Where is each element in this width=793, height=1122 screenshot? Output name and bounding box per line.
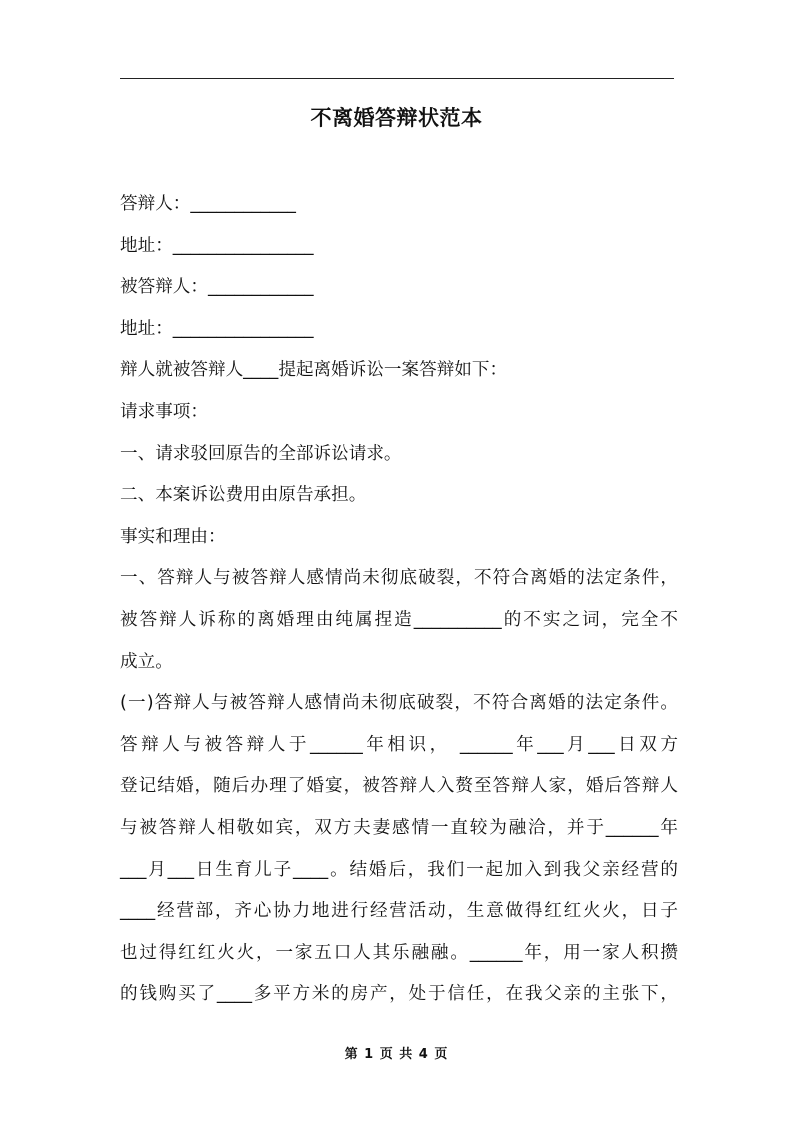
respondent-address-line: 地址：________________	[120, 235, 314, 256]
page-number: 第 1 页 共 4 页	[344, 1047, 449, 1062]
requests-heading: 请求事项：	[120, 401, 208, 422]
paragraph-line: 与被答辩人相敬如宾，双方夫妻感情一直较为融洽，并于______年	[120, 817, 678, 838]
document-title: 不离婚答辩状范本	[310, 106, 483, 130]
paragraph-line: 被答辩人诉称的离婚理由纯属捏造__________的不实之词，完全不	[120, 609, 678, 630]
paragraph-line: 也过得红红火火，一家五口人其乐融融。______年，用一家人积攒	[120, 942, 678, 963]
paragraph-line: 登记结婚，随后办理了婚宴，被答辩人入赘至答辩人家，婚后答辩人	[120, 776, 678, 797]
intro-line: 辩人就被答辩人____提起离婚诉讼一案答辩如下：	[120, 360, 508, 381]
facts-heading: 事实和理由：	[120, 526, 226, 547]
paragraph-line: ___月___日生育儿子____。结婚后，我们一起加入到我父亲经营的	[120, 859, 678, 880]
plaintiff-address-line: 地址：________________	[120, 318, 314, 339]
request-item-2: 二、本案诉讼费用由原告承担。	[120, 485, 367, 506]
respondent-line: 答辩人：____________	[120, 194, 296, 214]
plaintiff-line: 被答辩人：____________	[120, 277, 314, 298]
request-item-1: 一、请求驳回原告的全部诉讼请求。	[120, 443, 402, 464]
paragraph-line: 答辩人与被答辩人于______年相识， ______年___月___日双方	[120, 734, 678, 755]
document-body	[120, 184, 678, 1016]
paragraph-line: 的钱购买了____多平方米的房产，处于信任，在我父亲的主张下，	[120, 984, 678, 1005]
paragraph-line: (一)答辩人与被答辩人感情尚未彻底破裂，不符合离婚的法定条件。	[120, 693, 678, 714]
paragraph-line: 一、答辩人与被答辩人感情尚未彻底破裂，不符合离婚的法定条件，	[120, 568, 678, 589]
paragraph-line: 成立。	[120, 651, 173, 672]
header-rule	[120, 78, 674, 79]
paragraph-line: ____经营部，齐心协力地进行经营活动，生意做得红红火火，日子	[120, 901, 678, 922]
